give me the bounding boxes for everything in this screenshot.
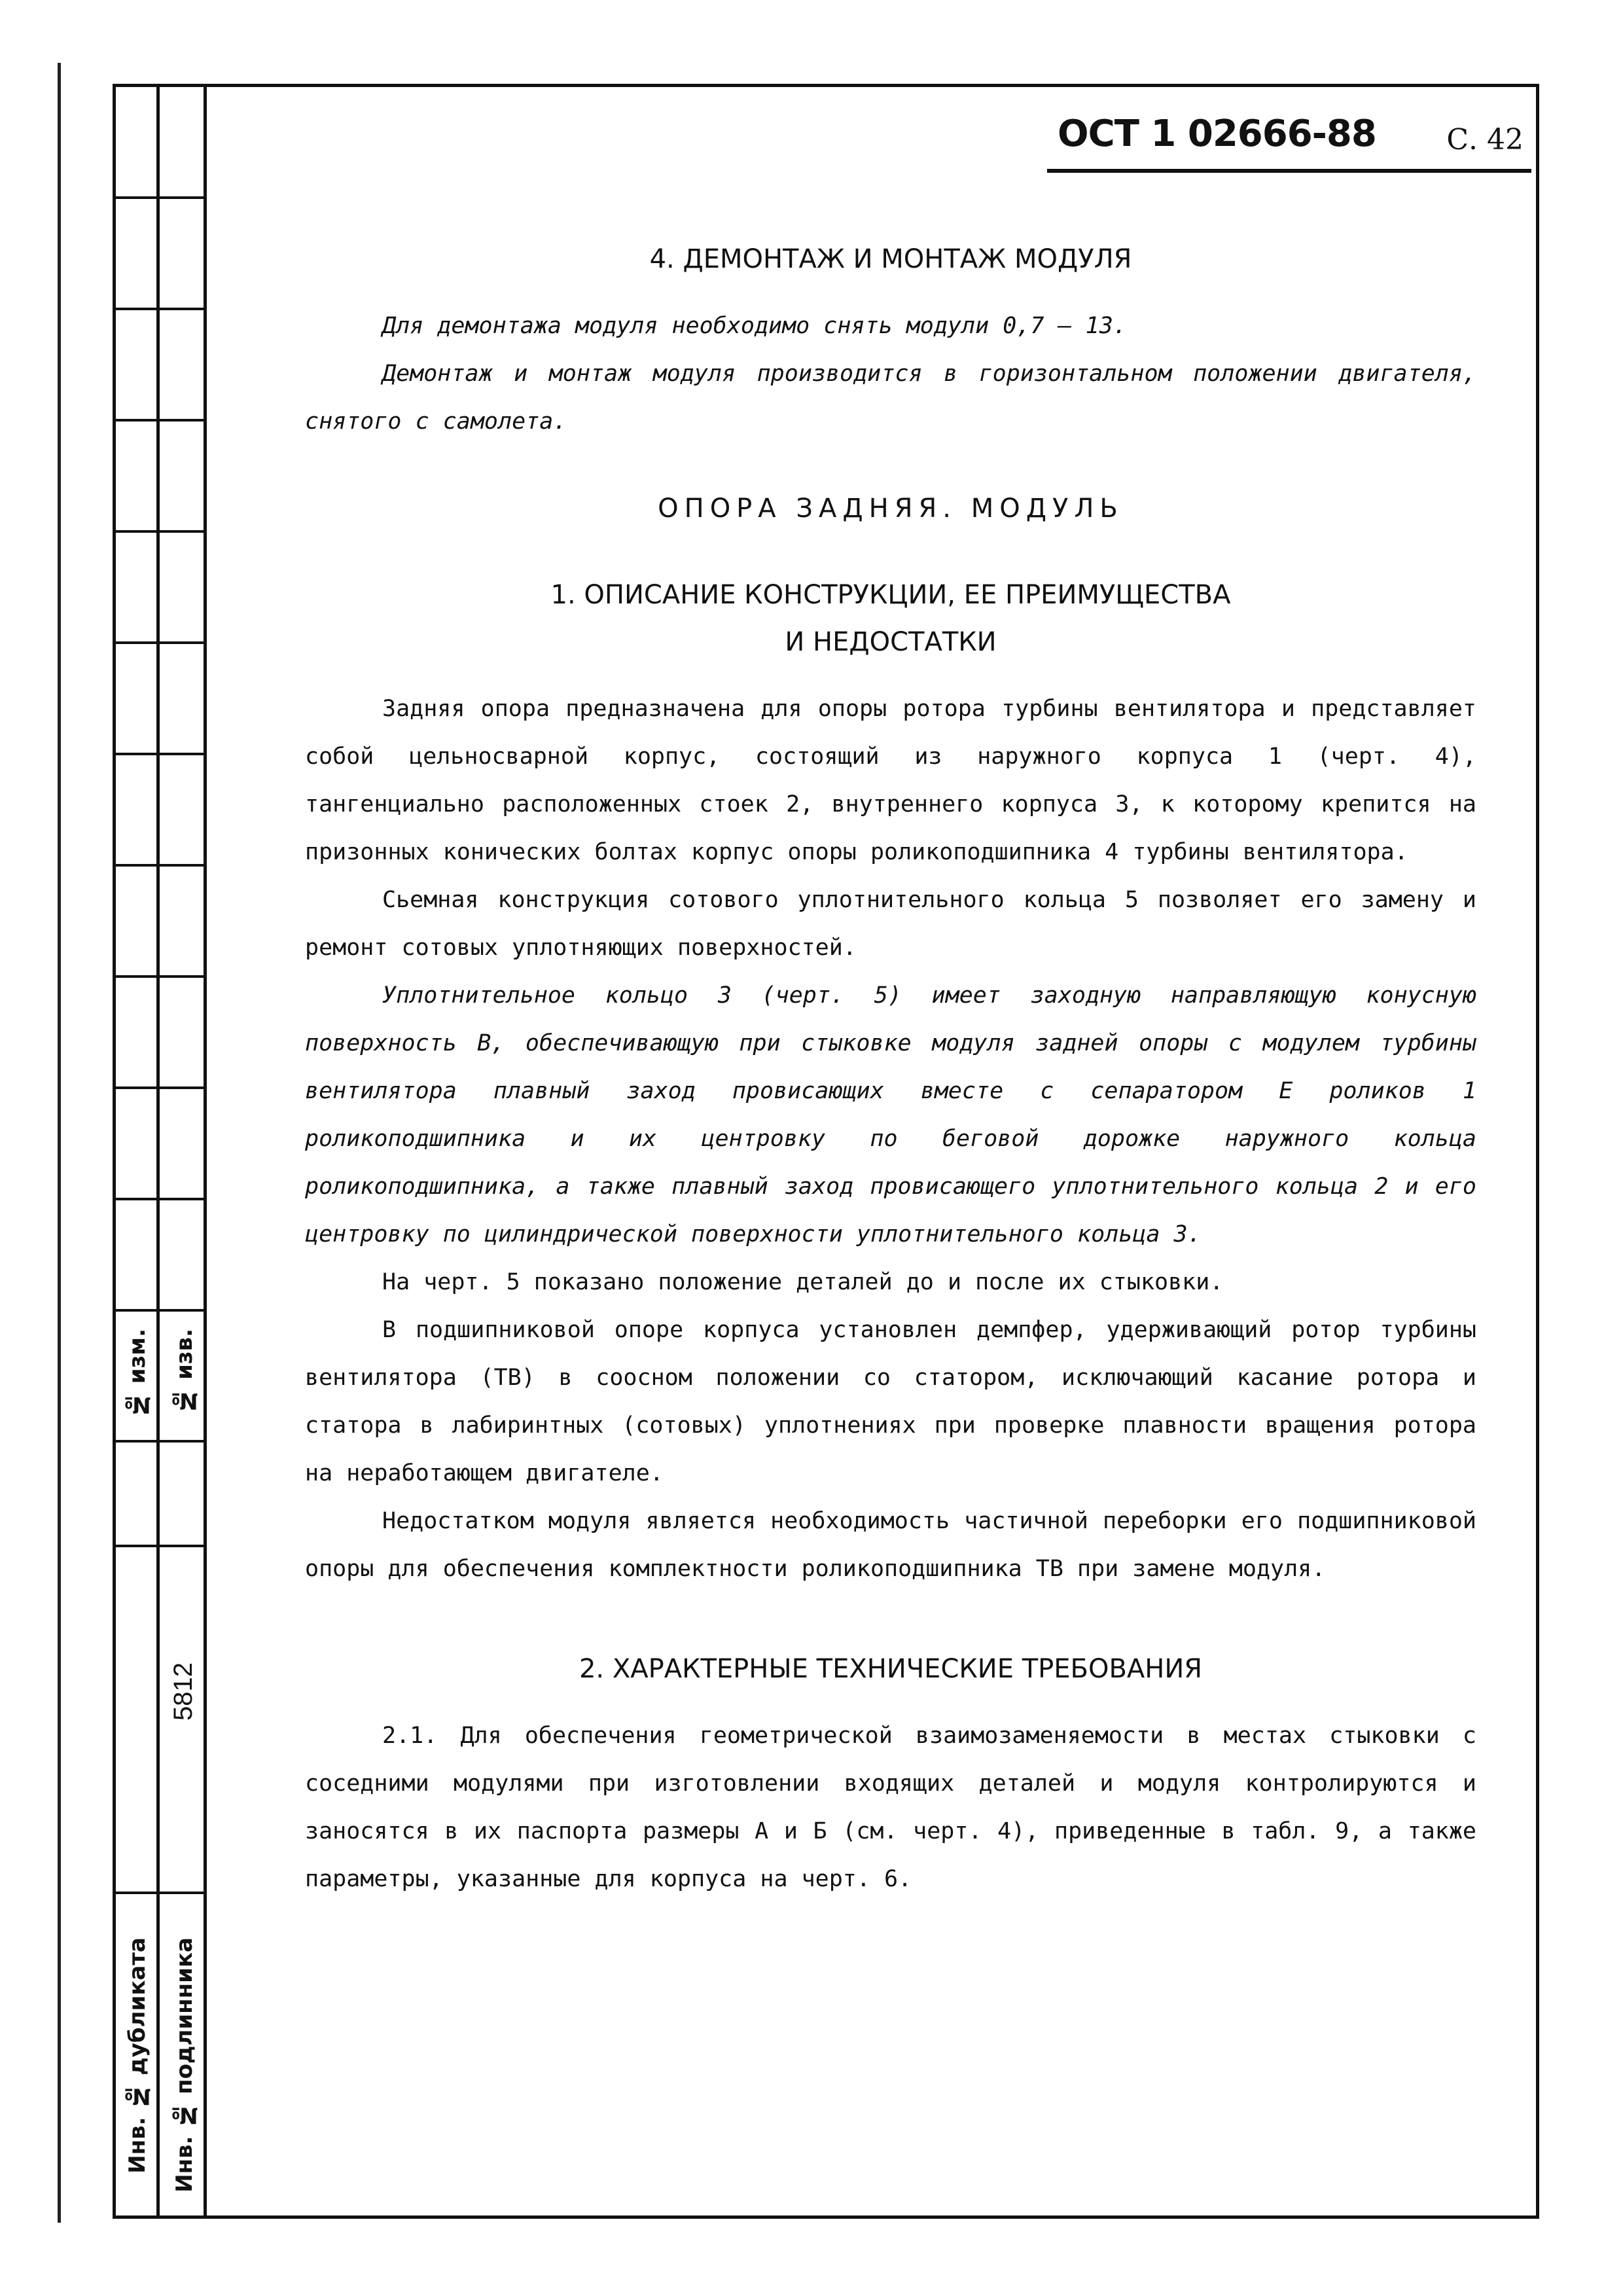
section-1-paragraph-1: Задняя опора предназначена для опоры ротора турбины вентилятора и представляет собой цельносварной корпус, состоящий из наружного корпуса 1 (черт. 4), тангенциально расположенных стоек 2, внутреннего корпуса 3, к которому крепится на призонных конических болтах корпус опоры роликоподшипника 4 турбины вентилятора.	[305, 696, 1476, 865]
section-1-paragraph-4: На черт. 5 показано положение деталей до и после их стыковки.	[382, 1269, 1224, 1295]
section-1-title-line-1: 1. ОПИСАНИЕ КОНСТРУКЦИИ, ЕЕ ПРЕИМУЩЕСТВА	[550, 580, 1231, 610]
standard-code: ОСТ 1 02666-88	[1058, 113, 1376, 155]
binding-line	[58, 63, 61, 2223]
stamp-divider	[113, 1086, 207, 1089]
section-1-paragraph-6: Недостатком модуля является необходимость частичной переборки его подшипниковой опоры для обеспечения комплектности роликоподшипника ТВ при замене модуля.	[305, 1508, 1476, 1582]
stamp-divider	[113, 1892, 207, 1894]
page-header	[1047, 110, 1531, 173]
stamp-divider	[113, 530, 207, 533]
stamp-divider	[113, 196, 207, 199]
original-inv-value: 5812	[169, 1662, 198, 1721]
stamp-divider	[113, 975, 207, 978]
stamp-divider	[113, 1545, 207, 1547]
notice-no-label: № изв.	[171, 1329, 198, 1414]
page-number: С. 42	[1446, 123, 1524, 156]
stamp-divider	[113, 1198, 207, 1200]
section-4-paragraph-1: Для демонтажа модуля необходимо снять модули 0,7 – 13.	[382, 313, 1127, 339]
document-body	[305, 236, 1476, 1903]
section-1-paragraph-5: В подшипниковой опоре корпуса установлен демпфер, удерживающий ротор турбины вентилятора (ТВ) в соосном положении со статором, исключающий касание ротора и статора в лабиринтных (сотовых) уплотнениях при проверке плавности вращения ротора на неработающем двигателе.	[305, 1317, 1476, 1486]
module-title: ОПОРА ЗАДНЯЯ. МОДУЛЬ	[658, 493, 1124, 524]
stamp-column-left	[113, 84, 160, 2219]
section-1-title-line-2: И НЕДОСТАТКИ	[785, 627, 997, 657]
section-2-title: 2. ХАРАКТЕРНЫЕ ТЕХНИЧЕСКИЕ ТРЕБОВАНИЯ	[579, 1654, 1203, 1684]
stamp-divider	[113, 1309, 207, 1312]
duplicate-inv-label: Инв. № дубликата	[124, 1937, 151, 2174]
original-inv-label: Инв. № подлинника	[171, 1937, 198, 2193]
stamp-divider	[113, 308, 207, 310]
section-1-paragraph-2: Сьемная конструкция сотового уплотнительного кольца 5 позволяет его замену и ремонт сотовых уплотняющих поверхностей.	[305, 887, 1476, 961]
stamp-divider	[113, 753, 207, 755]
stamp-divider	[113, 419, 207, 422]
section-1-paragraph-3: Уплотнительное кольцо 3 (черт. 5) имеет заходную направляющую конусную поверхность В, обеспечивающую при стыковке модуля задней опоры с модулем турбины вентилятора плавный заход провисающих вместе с сепаратором Е роликов 1 роликоподшипника и их центровку по беговой дорожке наружного кольца роликоподшипника, а также плавный заход провисающего уплотнительного кольца 2 и его центровку по цилиндрической поверхности уплотнительного кольца 3.	[305, 982, 1476, 1247]
stamp-divider	[113, 641, 207, 644]
stamp-divider	[113, 864, 207, 867]
section-4-paragraph-2: Демонтаж и монтаж модуля производится в горизонтальном положении двигателя, снятого с самолета.	[305, 361, 1476, 435]
change-no-label: № изм.	[124, 1329, 151, 1418]
section-2-paragraph-1: 2.1. Для обеспечения геометрической взаимозаменяемости в местах стыковки с соседними модулями при изготовлении входящих деталей и модуля контролируются и заносятся в их паспорта размеры А и Б (см. черт. 4), приведенные в табл. 9, а также параметры, указанные для корпуса на черт. 6.	[305, 1723, 1476, 1892]
section-4-title: 4. ДЕМОНТАЖ И МОНТАЖ МОДУЛЯ	[649, 244, 1132, 274]
stamp-column-right	[160, 84, 207, 2219]
stamp-divider	[113, 1440, 207, 1443]
